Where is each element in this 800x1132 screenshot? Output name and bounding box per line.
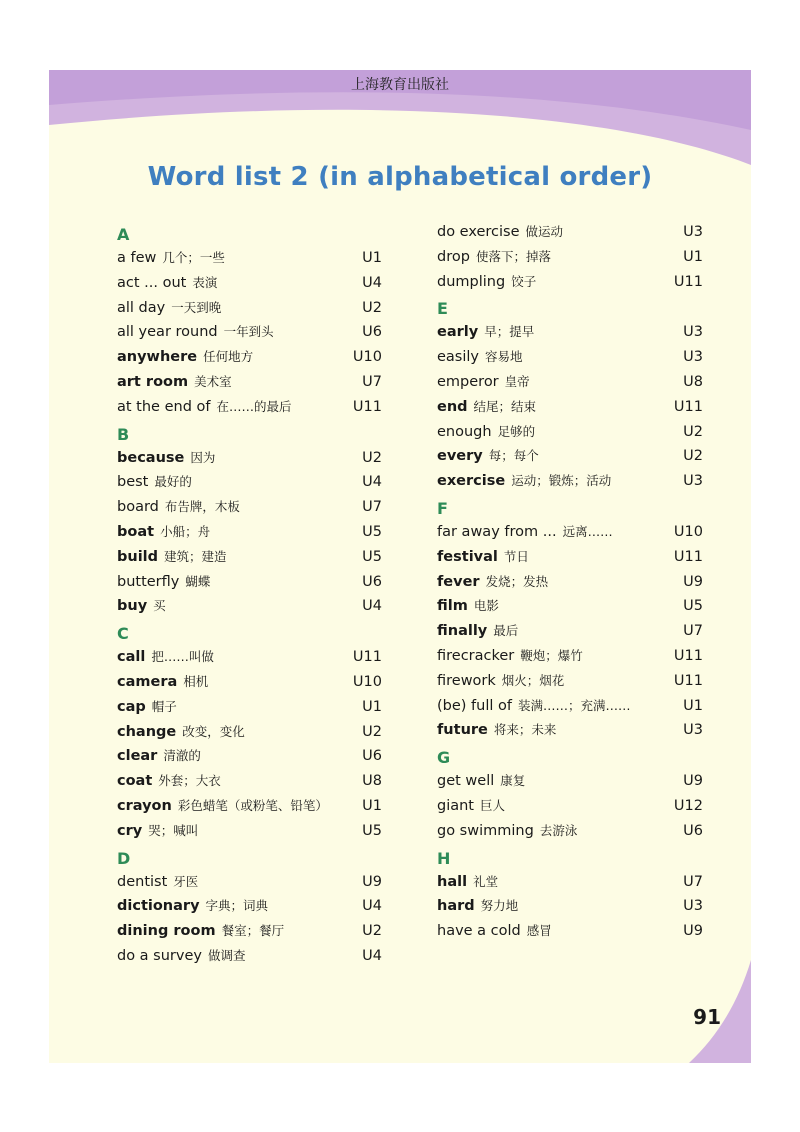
word-entry: [117, 520, 382, 545]
unit-label: U3: [683, 722, 703, 739]
unit-label: U11: [673, 672, 703, 689]
english-word: call: [117, 649, 146, 666]
unit-label: U4: [362, 274, 382, 291]
english-word: do a survey: [117, 947, 202, 964]
english-word: festival: [437, 548, 498, 565]
english-word: clear: [117, 748, 158, 765]
word-entry: [117, 870, 382, 895]
chinese-meaning: 帽子: [151, 698, 177, 714]
word-entry: [117, 370, 382, 395]
unit-label: U11: [673, 647, 703, 664]
word-entry: [117, 345, 382, 370]
unit-label: U5: [362, 523, 382, 540]
word-entry: [117, 395, 382, 420]
chinese-meaning: 容易地: [485, 349, 523, 365]
english-word: emperor: [437, 373, 499, 390]
unit-label: U11: [352, 398, 382, 415]
chinese-meaning: 鞭炮；爆竹: [520, 647, 583, 663]
word-entry: [117, 246, 382, 271]
chinese-meaning: 小船；舟: [160, 523, 211, 539]
word-entry: [117, 919, 382, 944]
english-word: far away from ...: [437, 523, 557, 540]
word-entry: [437, 894, 703, 919]
english-word: fever: [437, 573, 480, 590]
unit-label: U11: [352, 649, 382, 666]
chinese-meaning: 因为: [190, 449, 216, 465]
unit-label: U11: [673, 398, 703, 415]
chinese-meaning: 蝴蝶: [185, 573, 211, 589]
chinese-meaning: 使落下；掉落: [475, 248, 551, 264]
english-word: board: [117, 499, 159, 516]
chinese-meaning: 表演: [192, 274, 218, 290]
english-word: cap: [117, 698, 146, 715]
chinese-meaning: 清澈的: [163, 748, 201, 764]
word-entry: [437, 469, 703, 494]
english-word: every: [437, 448, 483, 465]
unit-label: U5: [362, 548, 382, 565]
word-entry: [437, 444, 703, 469]
unit-label: U3: [683, 224, 703, 240]
chinese-meaning: 巨人: [480, 797, 506, 813]
chinese-meaning: 布告牌，木板: [164, 499, 240, 515]
english-word: build: [117, 548, 159, 565]
word-section: [437, 848, 703, 944]
chinese-meaning: 外套；大衣: [158, 773, 221, 789]
unit-label: U6: [362, 573, 382, 590]
english-word: firework: [437, 672, 496, 689]
unit-label: U7: [362, 499, 382, 516]
unit-label: U3: [683, 349, 703, 366]
section-letter: D: [117, 848, 131, 868]
english-word: (be) full of: [437, 697, 512, 714]
chinese-meaning: 皇帝: [504, 373, 530, 389]
word-section: [437, 298, 703, 494]
unit-label: U3: [683, 473, 703, 490]
word-entry: [117, 744, 382, 769]
chinese-meaning: 建筑；建造: [164, 548, 227, 564]
unit-label: U7: [683, 873, 703, 890]
word-entry: [117, 495, 382, 520]
section-letter: F: [437, 498, 448, 518]
chinese-meaning: 牙医: [173, 873, 199, 889]
english-word: have a cold: [437, 923, 521, 940]
chinese-meaning: 节日: [503, 548, 529, 564]
word-entry: [117, 271, 382, 296]
english-word: end: [437, 398, 468, 415]
word-entry: [117, 819, 382, 844]
english-word: enough: [437, 423, 492, 440]
chinese-meaning: 饺子: [511, 273, 537, 289]
unit-label: U2: [683, 423, 703, 440]
english-word: do exercise: [437, 224, 520, 240]
english-word: at the end of: [117, 398, 211, 415]
chinese-meaning: 康复: [500, 773, 526, 789]
english-word: all day: [117, 299, 166, 316]
unit-label: U1: [683, 697, 703, 714]
chinese-meaning: 最后: [493, 623, 519, 639]
chinese-meaning: 礼堂: [473, 873, 499, 889]
english-word: finally: [437, 623, 488, 640]
english-word: best: [117, 474, 149, 491]
english-word: get well: [437, 773, 495, 790]
unit-label: U11: [673, 548, 703, 565]
word-section: [117, 848, 382, 969]
word-entry: [437, 245, 703, 270]
word-entry: [437, 694, 703, 719]
english-word: change: [117, 723, 177, 740]
word-section: [117, 424, 382, 620]
unit-label: U2: [362, 723, 382, 740]
english-word: dentist: [117, 873, 168, 890]
unit-label: U2: [362, 923, 382, 940]
textbook-page: [49, 70, 751, 1063]
chinese-meaning: 足够的: [497, 423, 536, 439]
english-word: go swimming: [437, 822, 534, 839]
word-entry: [437, 669, 703, 694]
word-section: [437, 498, 703, 743]
chinese-meaning: 改变，变化: [182, 723, 245, 739]
word-entry: [117, 720, 382, 745]
word-entry: [437, 718, 703, 743]
word-entry: [117, 894, 382, 919]
section-letter: C: [117, 624, 129, 644]
unit-label: U6: [362, 324, 382, 341]
english-word: firecracker: [437, 647, 515, 664]
chinese-meaning: 美术室: [194, 373, 232, 389]
english-word: boat: [117, 523, 155, 540]
word-entry: [117, 695, 382, 720]
word-entry: [117, 296, 382, 321]
unit-label: U4: [362, 598, 382, 615]
english-word: giant: [437, 797, 474, 814]
chinese-meaning: 做运动: [525, 224, 564, 239]
english-word: early: [437, 324, 479, 341]
word-entry: [437, 545, 703, 570]
unit-label: U6: [683, 822, 703, 839]
english-word: future: [437, 722, 488, 739]
unit-label: U8: [362, 773, 382, 790]
publisher-name: 上海教育出版社: [351, 77, 449, 93]
chinese-meaning: 感冒: [526, 923, 552, 939]
unit-label: U4: [362, 947, 382, 964]
word-entry: [437, 220, 703, 245]
chinese-meaning: 运动；锻炼；活动: [511, 473, 612, 489]
english-word: butterfly: [117, 573, 180, 590]
english-word: dictionary: [117, 898, 200, 915]
word-entry: [437, 345, 703, 370]
english-word: dining room: [117, 923, 216, 940]
chinese-meaning: 远离……: [562, 523, 613, 539]
unit-label: U8: [683, 373, 703, 390]
page-number: 91: [693, 1005, 721, 1029]
chinese-meaning: 在……的最后: [216, 398, 292, 414]
word-entry: [437, 270, 703, 295]
english-word: easily: [437, 349, 479, 366]
chinese-meaning: 一天到晚: [171, 299, 222, 315]
chinese-meaning: 一年到头: [223, 324, 274, 340]
word-entry: [437, 870, 703, 895]
word-section: [437, 220, 703, 294]
word-entry: [117, 670, 382, 695]
chinese-meaning: 任何地方: [203, 349, 254, 365]
word-entry: [117, 594, 382, 619]
english-word: buy: [117, 598, 148, 615]
unit-label: U2: [362, 449, 382, 466]
chinese-meaning: 相机: [183, 673, 209, 689]
english-word: coat: [117, 773, 153, 790]
unit-label: U11: [673, 273, 703, 290]
english-word: crayon: [117, 797, 172, 814]
word-entry: [437, 619, 703, 644]
word-entry: [437, 769, 703, 794]
unit-label: U5: [683, 598, 703, 615]
english-word: film: [437, 598, 468, 615]
unit-label: U10: [673, 523, 703, 540]
unit-label: U1: [362, 250, 382, 266]
english-word: art room: [117, 373, 189, 390]
unit-label: U1: [362, 698, 382, 715]
right-column: [437, 220, 703, 944]
unit-label: U9: [683, 923, 703, 940]
word-entry: [437, 395, 703, 420]
unit-label: U4: [362, 474, 382, 491]
unit-label: U7: [683, 623, 703, 640]
unit-label: U2: [362, 299, 382, 316]
word-section: [117, 224, 382, 420]
english-word: cry: [117, 822, 143, 839]
page-title: Word list 2 (in alphabetical order): [147, 162, 653, 192]
chinese-meaning: 努力地: [480, 898, 519, 914]
section-letter: A: [117, 225, 130, 244]
english-word: act ... out: [117, 274, 187, 291]
unit-label: U3: [683, 898, 703, 915]
english-word: a few: [117, 250, 157, 266]
english-word: hard: [437, 898, 475, 915]
unit-label: U5: [362, 822, 382, 839]
word-entry: [117, 570, 382, 595]
word-entry: [437, 320, 703, 345]
unit-label: U12: [673, 797, 703, 814]
unit-label: U4: [362, 898, 382, 915]
word-entry: [117, 645, 382, 670]
english-word: because: [117, 449, 185, 466]
english-word: exercise: [437, 473, 506, 490]
chinese-meaning: 结尾；结束: [473, 398, 537, 414]
english-word: dumpling: [437, 273, 506, 290]
chinese-meaning: 每；每个: [488, 448, 539, 464]
unit-label: U3: [683, 324, 703, 341]
chinese-meaning: 把……叫做: [151, 649, 214, 665]
english-word: anywhere: [117, 349, 198, 366]
chinese-meaning: 装满……；充满……: [518, 697, 631, 713]
chinese-meaning: 餐室；餐厅: [221, 923, 285, 939]
word-entry: [117, 470, 382, 495]
english-word: hall: [437, 873, 468, 890]
word-entry: [437, 794, 703, 819]
unit-label: U1: [362, 797, 382, 814]
word-section: [117, 623, 382, 843]
chinese-meaning: 去游泳: [539, 822, 578, 838]
word-entry: [117, 446, 382, 471]
unit-label: U6: [362, 748, 382, 765]
section-letter: E: [437, 299, 448, 319]
unit-label: U10: [352, 673, 382, 690]
chinese-meaning: 哭；喊叫: [148, 822, 199, 838]
word-entry: [117, 794, 382, 819]
chinese-meaning: 烟火；烟花: [501, 672, 565, 688]
chinese-meaning: 电影: [473, 598, 499, 614]
chinese-meaning: 做调查: [207, 947, 246, 963]
unit-label: U1: [683, 248, 703, 265]
word-entry: [437, 520, 703, 545]
left-column: [117, 220, 382, 969]
english-word: drop: [437, 248, 470, 265]
section-letter: G: [437, 748, 451, 768]
word-entry: [437, 919, 703, 944]
word-entry: [437, 370, 703, 395]
word-entry: [117, 769, 382, 794]
word-entry: [437, 594, 703, 619]
chinese-meaning: 早；提早: [484, 324, 535, 340]
english-word: all year round: [117, 324, 218, 341]
word-entry: [117, 320, 382, 345]
word-entry: [437, 644, 703, 669]
word-entry: [437, 420, 703, 445]
word-entry: [117, 545, 382, 570]
chinese-meaning: 买: [153, 598, 166, 614]
chinese-meaning: 发烧；发热: [485, 573, 549, 589]
unit-label: U9: [362, 873, 382, 890]
chinese-meaning: 彩色蜡笔（或粉笔、铅笔）: [177, 797, 328, 813]
section-letter: B: [117, 424, 130, 444]
unit-label: U7: [362, 373, 382, 390]
unit-label: U9: [683, 573, 703, 590]
chinese-meaning: 最好的: [154, 474, 192, 490]
word-entry: [437, 570, 703, 595]
word-section: [437, 747, 703, 843]
chinese-meaning: 字典；词典: [205, 898, 269, 914]
unit-label: U9: [683, 773, 703, 790]
unit-label: U10: [352, 349, 382, 366]
english-word: camera: [117, 673, 178, 690]
word-entry: [117, 944, 382, 969]
chinese-meaning: 几个；一些: [162, 250, 225, 265]
section-letter: H: [437, 848, 451, 868]
word-entry: [437, 819, 703, 844]
unit-label: U2: [683, 448, 703, 465]
chinese-meaning: 将来；未来: [493, 722, 557, 738]
